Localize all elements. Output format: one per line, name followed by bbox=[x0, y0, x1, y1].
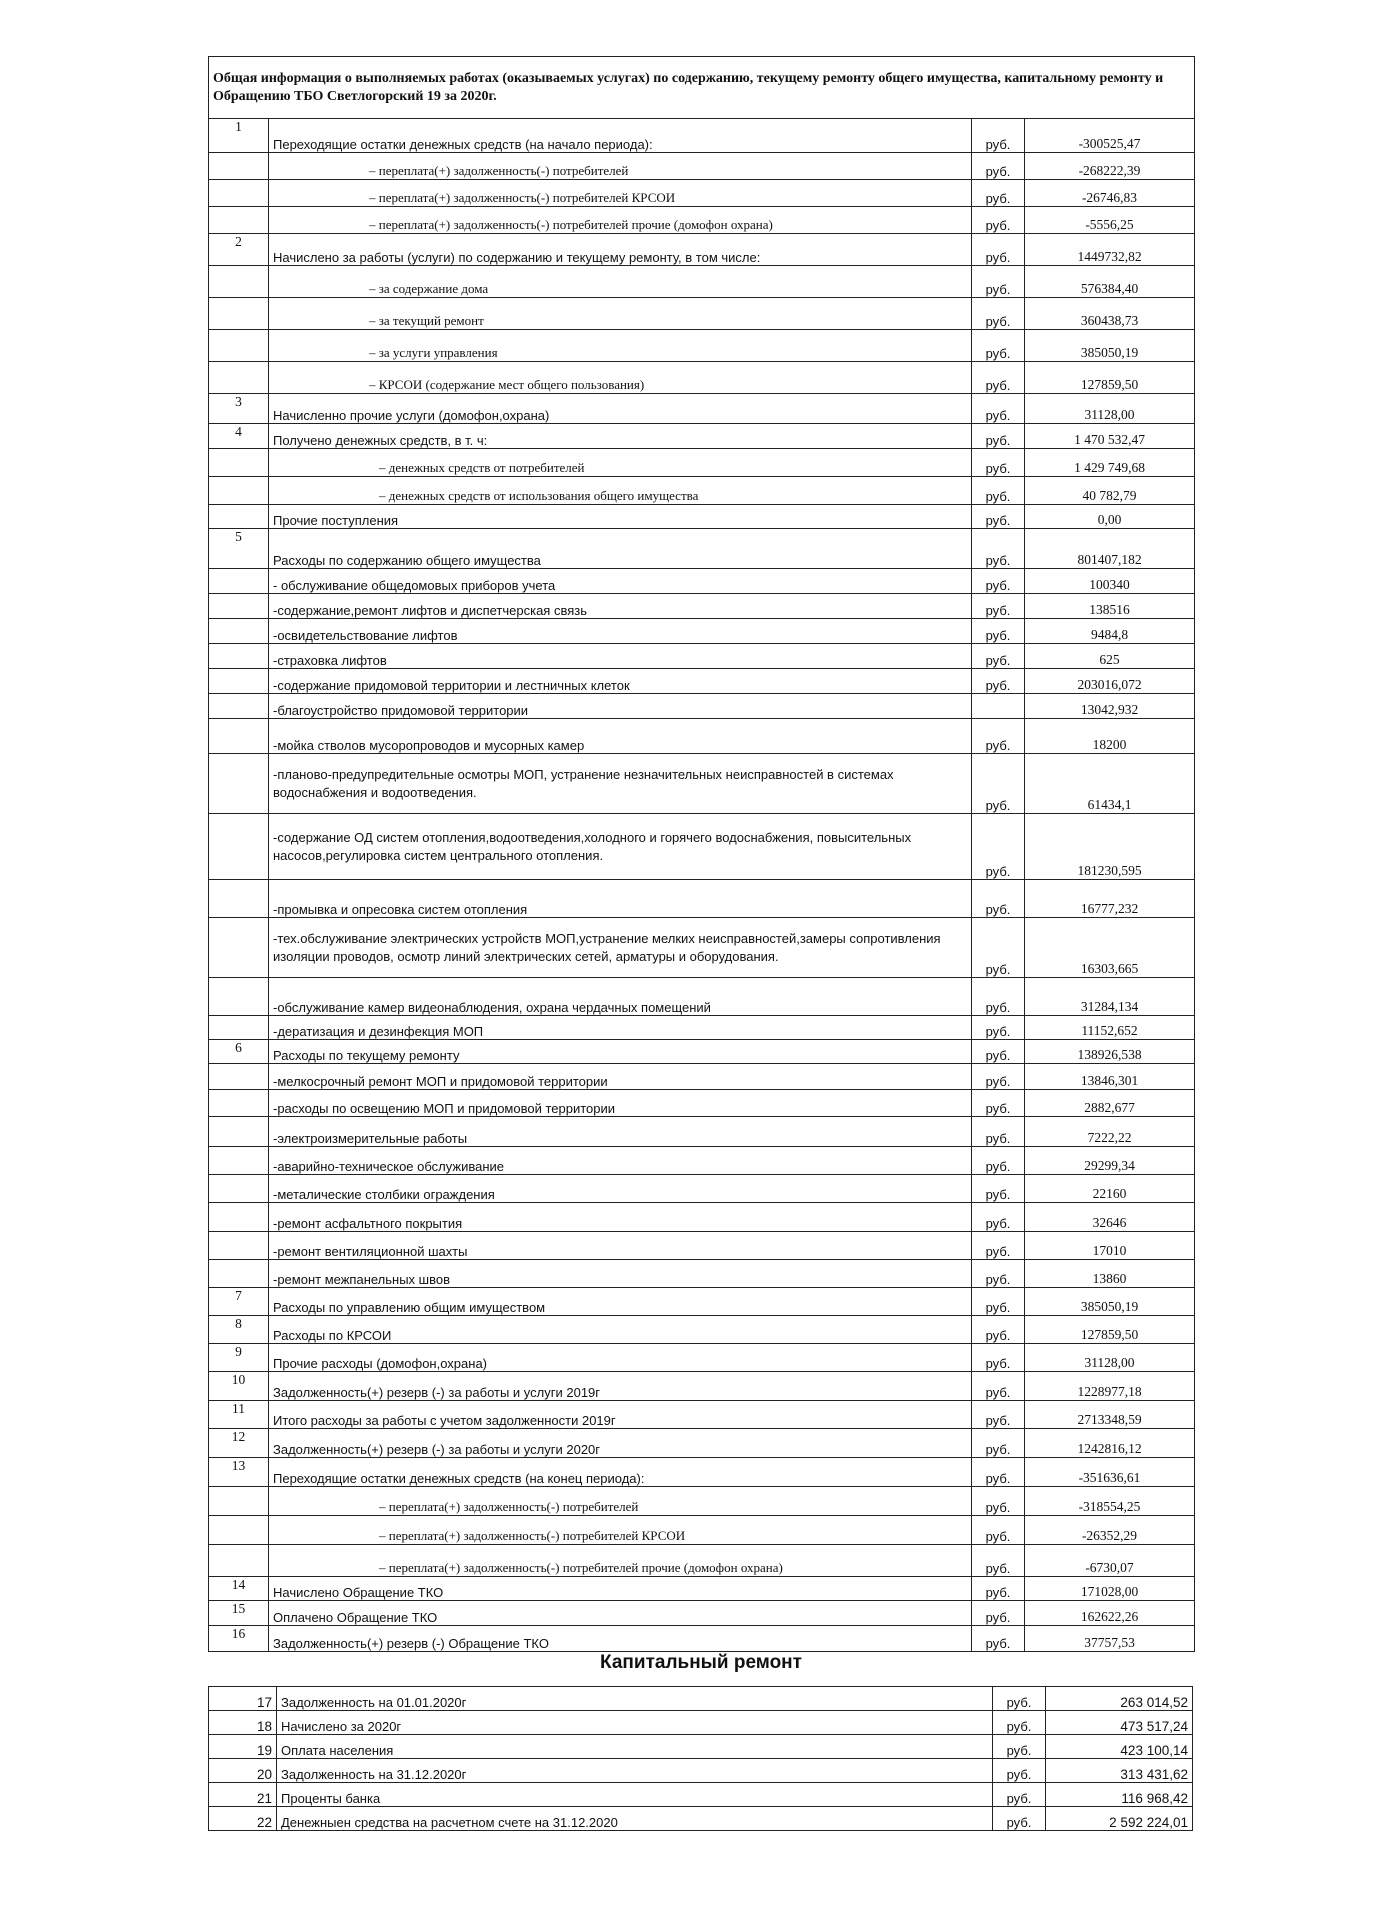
row-unit: руб. bbox=[972, 619, 1025, 644]
row-number bbox=[209, 978, 269, 1016]
row-unit: руб. bbox=[972, 1458, 1025, 1487]
row-label: – переплата(+) задолженность(-) потребителей прочие (домофон охрана) bbox=[269, 1545, 972, 1577]
row-value: 171028,00 bbox=[1025, 1577, 1195, 1601]
row-number bbox=[209, 1090, 269, 1117]
row-unit: руб. bbox=[972, 1516, 1025, 1545]
row-value: -5556,25 bbox=[1025, 207, 1195, 234]
row-unit: руб. bbox=[972, 1260, 1025, 1288]
row-number: 13 bbox=[209, 1458, 269, 1487]
row-number bbox=[209, 644, 269, 669]
row-value: 16777,232 bbox=[1025, 880, 1195, 918]
row-value: 37757,53 bbox=[1025, 1626, 1195, 1652]
row-label: – переплата(+) задолженность(-) потребителей прочие (домофон охрана) bbox=[269, 207, 972, 234]
row-unit: руб. bbox=[972, 644, 1025, 669]
row-value: 423 100,14 bbox=[1046, 1735, 1193, 1759]
table-row bbox=[209, 1090, 1195, 1117]
row-label: Переходящие остатки денежных средств (на начало периода): bbox=[269, 119, 972, 153]
row-value: 625 bbox=[1025, 644, 1195, 669]
row-unit: руб. bbox=[993, 1807, 1046, 1831]
table-row bbox=[209, 1735, 1193, 1759]
row-unit: руб. bbox=[972, 180, 1025, 207]
table-row bbox=[209, 180, 1195, 207]
row-label: Получено денежных средств, в т. ч: bbox=[269, 424, 972, 449]
row-unit: руб. bbox=[972, 978, 1025, 1016]
row-unit: руб. bbox=[972, 1316, 1025, 1344]
row-value: 801407,182 bbox=[1025, 529, 1195, 569]
row-value: 13042,932 bbox=[1025, 694, 1195, 719]
capital-repair-heading: Капитальный ремонт bbox=[600, 1652, 802, 1673]
row-label: -мойка стволов мусоропроводов и мусорных камер bbox=[269, 719, 972, 754]
row-value: 16303,665 bbox=[1025, 918, 1195, 978]
row-label: Денежныен средства на расчетном счете на 31.12.2020 bbox=[277, 1807, 993, 1831]
row-value: 1228977,18 bbox=[1025, 1372, 1195, 1401]
row-label: Задолженность на 31.12.2020г bbox=[277, 1759, 993, 1783]
row-unit: руб. bbox=[993, 1687, 1046, 1711]
row-value: -300525,47 bbox=[1025, 119, 1195, 153]
table-row bbox=[209, 505, 1195, 529]
row-unit: руб. bbox=[972, 1016, 1025, 1040]
row-label: – денежных средств от использования общего имущества bbox=[269, 477, 972, 505]
table-row bbox=[209, 449, 1195, 477]
row-value: 31128,00 bbox=[1025, 1344, 1195, 1372]
row-unit: руб. bbox=[972, 1288, 1025, 1316]
row-label: Прочие поступления bbox=[269, 505, 972, 529]
table-row bbox=[209, 1260, 1195, 1288]
table-row bbox=[209, 1203, 1195, 1232]
row-number bbox=[209, 1232, 269, 1260]
row-unit: руб. bbox=[972, 362, 1025, 394]
row-number bbox=[209, 1487, 269, 1516]
row-unit bbox=[972, 694, 1025, 719]
table-row bbox=[209, 619, 1195, 644]
row-label: – денежных средств от потребителей bbox=[269, 449, 972, 477]
row-value: 100340 bbox=[1025, 569, 1195, 594]
row-label: Расходы по текущему ремонту bbox=[269, 1040, 972, 1064]
row-label: -расходы по освещению МОП и придомовой территории bbox=[269, 1090, 972, 1117]
row-number: 12 bbox=[209, 1429, 269, 1458]
row-number bbox=[209, 569, 269, 594]
table-row bbox=[209, 119, 1195, 153]
row-label: - обслуживание общедомовых приборов учета bbox=[269, 569, 972, 594]
row-unit: руб. bbox=[972, 1064, 1025, 1090]
row-label: -аварийно-техническое обслуживание bbox=[269, 1147, 972, 1175]
row-label: – за содержание дома bbox=[269, 266, 972, 298]
row-value: 11152,652 bbox=[1025, 1016, 1195, 1040]
row-number bbox=[209, 880, 269, 918]
row-number bbox=[209, 1545, 269, 1577]
row-number bbox=[209, 814, 269, 880]
row-value: 138926,538 bbox=[1025, 1040, 1195, 1064]
row-value: 1 429 749,68 bbox=[1025, 449, 1195, 477]
row-label: Итого расходы за работы с учетом задолженности 2019г bbox=[269, 1401, 972, 1429]
row-value: -26352,29 bbox=[1025, 1516, 1195, 1545]
row-label: -содержание,ремонт лифтов и диспетчерская связь bbox=[269, 594, 972, 619]
table-row bbox=[209, 1626, 1195, 1652]
table-row bbox=[209, 1232, 1195, 1260]
row-number: 5 bbox=[209, 529, 269, 569]
row-number: 7 bbox=[209, 1288, 269, 1316]
row-label: Расходы по содержанию общего имущества bbox=[269, 529, 972, 569]
row-value: 181230,595 bbox=[1025, 814, 1195, 880]
table-row bbox=[209, 1372, 1195, 1401]
table-row bbox=[209, 719, 1195, 754]
report-table bbox=[208, 56, 1195, 1652]
row-number bbox=[209, 1260, 269, 1288]
row-label: -промывка и опресовка систем отопления bbox=[269, 880, 972, 918]
row-label: Задолженность(+) резерв (-) Обращение ТКО bbox=[269, 1626, 972, 1652]
row-value: 9484,8 bbox=[1025, 619, 1195, 644]
row-label: Задолженность на 01.01.2020г bbox=[277, 1687, 993, 1711]
row-value: -6730,07 bbox=[1025, 1545, 1195, 1577]
row-number: 19 bbox=[209, 1735, 277, 1759]
row-label: – за услуги управления bbox=[269, 330, 972, 362]
report-document bbox=[208, 56, 1194, 1652]
row-unit: руб. bbox=[972, 505, 1025, 529]
row-label: Расходы по КРСОИ bbox=[269, 1316, 972, 1344]
row-label: Прочие расходы (домофон,охрана) bbox=[269, 1344, 972, 1372]
table-row bbox=[209, 694, 1195, 719]
row-number: 16 bbox=[209, 1626, 269, 1652]
table-row bbox=[209, 1344, 1195, 1372]
row-unit: руб. bbox=[972, 1601, 1025, 1626]
row-value: 385050,19 bbox=[1025, 330, 1195, 362]
table-row bbox=[209, 754, 1195, 814]
row-value: 0,00 bbox=[1025, 505, 1195, 529]
row-number bbox=[209, 153, 269, 180]
row-number bbox=[209, 694, 269, 719]
row-value: 31284,134 bbox=[1025, 978, 1195, 1016]
table-row bbox=[209, 880, 1195, 918]
table-row bbox=[209, 1807, 1193, 1831]
row-number bbox=[209, 1117, 269, 1147]
table-row bbox=[209, 1064, 1195, 1090]
table-row bbox=[209, 1577, 1195, 1601]
row-label: -ремонт вентиляционной шахты bbox=[269, 1232, 972, 1260]
row-unit: руб. bbox=[972, 814, 1025, 880]
row-unit: руб. bbox=[972, 1626, 1025, 1652]
table-row bbox=[209, 594, 1195, 619]
table-row bbox=[209, 1711, 1193, 1735]
row-number: 11 bbox=[209, 1401, 269, 1429]
table-row bbox=[209, 814, 1195, 880]
row-number: 1 bbox=[209, 119, 269, 153]
table-row bbox=[209, 644, 1195, 669]
row-number bbox=[209, 619, 269, 644]
row-value: 2 592 224,01 bbox=[1046, 1807, 1193, 1831]
row-label: -ремонт межпанельных швов bbox=[269, 1260, 972, 1288]
row-unit: руб. bbox=[972, 1203, 1025, 1232]
row-value: -351636,61 bbox=[1025, 1458, 1195, 1487]
row-number: 14 bbox=[209, 1577, 269, 1601]
row-value: 360438,73 bbox=[1025, 298, 1195, 330]
row-value: -268222,39 bbox=[1025, 153, 1195, 180]
table-row bbox=[209, 1117, 1195, 1147]
table-row bbox=[209, 1487, 1195, 1516]
row-unit: руб. bbox=[972, 1344, 1025, 1372]
table-row bbox=[209, 669, 1195, 694]
table-row bbox=[209, 1601, 1195, 1626]
row-value: 13846,301 bbox=[1025, 1064, 1195, 1090]
row-unit: руб. bbox=[972, 153, 1025, 180]
row-number bbox=[209, 1064, 269, 1090]
row-label: Начислено за работы (услуги) по содержанию и текущему ремонту, в том числе: bbox=[269, 234, 972, 266]
row-number bbox=[209, 362, 269, 394]
row-label: -содержание ОД систем отопления,водоотведения,холодного и горячего водоснабжения, повысительных насосов,регулировка систем центрального отопления. bbox=[269, 814, 972, 880]
row-value: 2713348,59 bbox=[1025, 1401, 1195, 1429]
row-label: -содержание придомовой территории и лестничных клеток bbox=[269, 669, 972, 694]
row-label: -планово-предупредительные осмотры МОП, устранение незначительных неисправностей в системах водоснабжения и водоотведения. bbox=[269, 754, 972, 814]
row-value: 127859,50 bbox=[1025, 362, 1195, 394]
row-unit: руб. bbox=[972, 1372, 1025, 1401]
table-row bbox=[209, 477, 1195, 505]
row-value: 576384,40 bbox=[1025, 266, 1195, 298]
row-value: 40 782,79 bbox=[1025, 477, 1195, 505]
row-value: -26746,83 bbox=[1025, 180, 1195, 207]
row-label: – переплата(+) задолженность(-) потребителей КРСОИ bbox=[269, 180, 972, 207]
row-unit: руб. bbox=[993, 1711, 1046, 1735]
row-number: 17 bbox=[209, 1687, 277, 1711]
table-row bbox=[209, 1016, 1195, 1040]
row-unit: руб. bbox=[972, 1577, 1025, 1601]
row-value: 1449732,82 bbox=[1025, 234, 1195, 266]
row-unit: руб. bbox=[972, 1429, 1025, 1458]
row-unit: руб. bbox=[972, 394, 1025, 424]
row-unit: руб. bbox=[972, 298, 1025, 330]
row-number bbox=[209, 477, 269, 505]
row-unit: руб. bbox=[972, 1147, 1025, 1175]
table-row bbox=[209, 424, 1195, 449]
row-unit: руб. bbox=[972, 594, 1025, 619]
row-unit: руб. bbox=[972, 754, 1025, 814]
row-unit: руб. bbox=[993, 1735, 1046, 1759]
row-value: 1242816,12 bbox=[1025, 1429, 1195, 1458]
row-label: -благоустройство придомовой территории bbox=[269, 694, 972, 719]
row-label: – переплата(+) задолженность(-) потребителей bbox=[269, 153, 972, 180]
row-number bbox=[209, 330, 269, 362]
row-unit: руб. bbox=[972, 234, 1025, 266]
row-number: 10 bbox=[209, 1372, 269, 1401]
table-row bbox=[209, 1147, 1195, 1175]
row-number: 3 bbox=[209, 394, 269, 424]
row-unit: руб. bbox=[972, 880, 1025, 918]
row-number bbox=[209, 669, 269, 694]
row-number: 18 bbox=[209, 1711, 277, 1735]
row-number bbox=[209, 1516, 269, 1545]
row-number: 20 bbox=[209, 1759, 277, 1783]
row-unit: руб. bbox=[972, 569, 1025, 594]
row-label: -мелкосрочный ремонт МОП и придомовой территории bbox=[269, 1064, 972, 1090]
row-value: 22160 bbox=[1025, 1175, 1195, 1203]
row-number bbox=[209, 1016, 269, 1040]
row-value: 203016,072 bbox=[1025, 669, 1195, 694]
row-label: – переплата(+) задолженность(-) потребителей КРСОИ bbox=[269, 1516, 972, 1545]
row-unit: руб. bbox=[972, 1401, 1025, 1429]
row-number bbox=[209, 505, 269, 529]
row-value: -318554,25 bbox=[1025, 1487, 1195, 1516]
row-label: Начисленно прочие услуги (домофон,охрана) bbox=[269, 394, 972, 424]
row-unit: руб. bbox=[972, 669, 1025, 694]
row-label: Проценты банка bbox=[277, 1783, 993, 1807]
table-row bbox=[209, 978, 1195, 1016]
row-value: 29299,34 bbox=[1025, 1147, 1195, 1175]
row-number bbox=[209, 1203, 269, 1232]
row-number: 4 bbox=[209, 424, 269, 449]
row-value: 127859,50 bbox=[1025, 1316, 1195, 1344]
row-label: -электроизмерительные работы bbox=[269, 1117, 972, 1147]
row-unit: руб. bbox=[972, 1117, 1025, 1147]
row-unit: руб. bbox=[972, 1232, 1025, 1260]
row-label: Переходящие остатки денежных средств (на конец периода): bbox=[269, 1458, 972, 1487]
row-label: -обслуживание камер видеонаблюдения, охрана чердачных помещений bbox=[269, 978, 972, 1016]
row-label: Начислено за 2020г bbox=[277, 1711, 993, 1735]
table-row bbox=[209, 1783, 1193, 1807]
row-value: 61434,1 bbox=[1025, 754, 1195, 814]
row-number: 8 bbox=[209, 1316, 269, 1344]
row-label: Оплачено Обращение ТКО bbox=[269, 1601, 972, 1626]
row-unit: руб. bbox=[972, 918, 1025, 978]
row-number: 2 bbox=[209, 234, 269, 266]
table-row bbox=[209, 569, 1195, 594]
row-value: 7222,22 bbox=[1025, 1117, 1195, 1147]
row-number bbox=[209, 1147, 269, 1175]
row-label: Начислено Обращение ТКО bbox=[269, 1577, 972, 1601]
row-value: 32646 bbox=[1025, 1203, 1195, 1232]
row-value: 17010 bbox=[1025, 1232, 1195, 1260]
table-row bbox=[209, 153, 1195, 180]
table-row bbox=[209, 298, 1195, 330]
table-row bbox=[209, 1401, 1195, 1429]
row-label: -тех.обслуживание электрических устройств МОП,устранение мелких неисправностей,замеры сопротивления изоляции проводов, осмотр линий электрических сетей, арматуры и оборудования. bbox=[269, 918, 972, 978]
table-row bbox=[209, 1516, 1195, 1545]
row-unit: руб. bbox=[972, 719, 1025, 754]
row-number: 21 bbox=[209, 1783, 277, 1807]
table-row bbox=[209, 1458, 1195, 1487]
row-value: 473 517,24 bbox=[1046, 1711, 1193, 1735]
table-row bbox=[209, 266, 1195, 298]
row-number bbox=[209, 207, 269, 234]
row-label: – за текущий ремонт bbox=[269, 298, 972, 330]
row-unit: руб. bbox=[972, 1487, 1025, 1516]
row-value: 263 014,52 bbox=[1046, 1687, 1193, 1711]
table-row bbox=[209, 1759, 1193, 1783]
table-row bbox=[209, 394, 1195, 424]
row-label: -дератизация и дезинфекция МОП bbox=[269, 1016, 972, 1040]
row-unit: руб. bbox=[972, 1090, 1025, 1117]
row-number: 15 bbox=[209, 1601, 269, 1626]
table-row bbox=[209, 362, 1195, 394]
row-number: 9 bbox=[209, 1344, 269, 1372]
row-unit: руб. bbox=[972, 1040, 1025, 1064]
row-value: 31128,00 bbox=[1025, 394, 1195, 424]
row-value: 13860 bbox=[1025, 1260, 1195, 1288]
report-title: Общая информация о выполняемых работах (оказываемых услугах) по содержанию, текущему ремонту общего имущества, капитальному ремонту и Обращению ТБО Светлогорский 19 за 2020г. bbox=[209, 57, 1195, 119]
row-label: Расходы по управлению общим имуществом bbox=[269, 1288, 972, 1316]
row-unit: руб. bbox=[972, 477, 1025, 505]
row-number bbox=[209, 754, 269, 814]
row-unit: руб. bbox=[972, 1175, 1025, 1203]
row-unit: руб. bbox=[972, 207, 1025, 234]
row-number bbox=[209, 298, 269, 330]
row-number bbox=[209, 1175, 269, 1203]
row-label: -освидетельствование лифтов bbox=[269, 619, 972, 644]
row-value: 18200 bbox=[1025, 719, 1195, 754]
table-row bbox=[209, 1175, 1195, 1203]
table-row bbox=[209, 529, 1195, 569]
table-row bbox=[209, 918, 1195, 978]
row-number bbox=[209, 180, 269, 207]
table-row bbox=[209, 1687, 1193, 1711]
table-row bbox=[209, 1316, 1195, 1344]
row-unit: руб. bbox=[972, 529, 1025, 569]
row-label: -страховка лифтов bbox=[269, 644, 972, 669]
table-row bbox=[209, 1040, 1195, 1064]
row-unit: руб. bbox=[972, 330, 1025, 362]
row-label: Задолженность(+) резерв (-) за работы и услуги 2019г bbox=[269, 1372, 972, 1401]
row-value: 2882,677 bbox=[1025, 1090, 1195, 1117]
table-row bbox=[209, 207, 1195, 234]
table-row bbox=[209, 1545, 1195, 1577]
row-value: 138516 bbox=[1025, 594, 1195, 619]
row-number: 6 bbox=[209, 1040, 269, 1064]
table-row bbox=[209, 234, 1195, 266]
row-number bbox=[209, 266, 269, 298]
row-label: -металические столбики ограждения bbox=[269, 1175, 972, 1203]
row-number bbox=[209, 719, 269, 754]
row-value: 116 968,42 bbox=[1046, 1783, 1193, 1807]
row-unit: руб. bbox=[993, 1783, 1046, 1807]
row-unit: руб. bbox=[993, 1759, 1046, 1783]
row-number bbox=[209, 918, 269, 978]
row-number bbox=[209, 594, 269, 619]
table-row bbox=[209, 1288, 1195, 1316]
row-number bbox=[209, 449, 269, 477]
row-label: Оплата населения bbox=[277, 1735, 993, 1759]
table-row bbox=[209, 330, 1195, 362]
row-unit: руб. bbox=[972, 449, 1025, 477]
row-unit: руб. bbox=[972, 424, 1025, 449]
row-number: 22 bbox=[209, 1807, 277, 1831]
row-label: -ремонт асфальтного покрытия bbox=[269, 1203, 972, 1232]
capital-repair-table bbox=[208, 1686, 1193, 1831]
row-value: 385050,19 bbox=[1025, 1288, 1195, 1316]
row-unit: руб. bbox=[972, 119, 1025, 153]
row-unit: руб. bbox=[972, 1545, 1025, 1577]
row-label: Задолженность(+) резерв (-) за работы и услуги 2020г bbox=[269, 1429, 972, 1458]
row-value: 313 431,62 bbox=[1046, 1759, 1193, 1783]
row-unit: руб. bbox=[972, 266, 1025, 298]
row-label: – переплата(+) задолженность(-) потребителей bbox=[269, 1487, 972, 1516]
row-value: 162622,26 bbox=[1025, 1601, 1195, 1626]
row-value: 1 470 532,47 bbox=[1025, 424, 1195, 449]
table-row bbox=[209, 1429, 1195, 1458]
row-label: – КРСОИ (содержание мест общего пользования) bbox=[269, 362, 972, 394]
